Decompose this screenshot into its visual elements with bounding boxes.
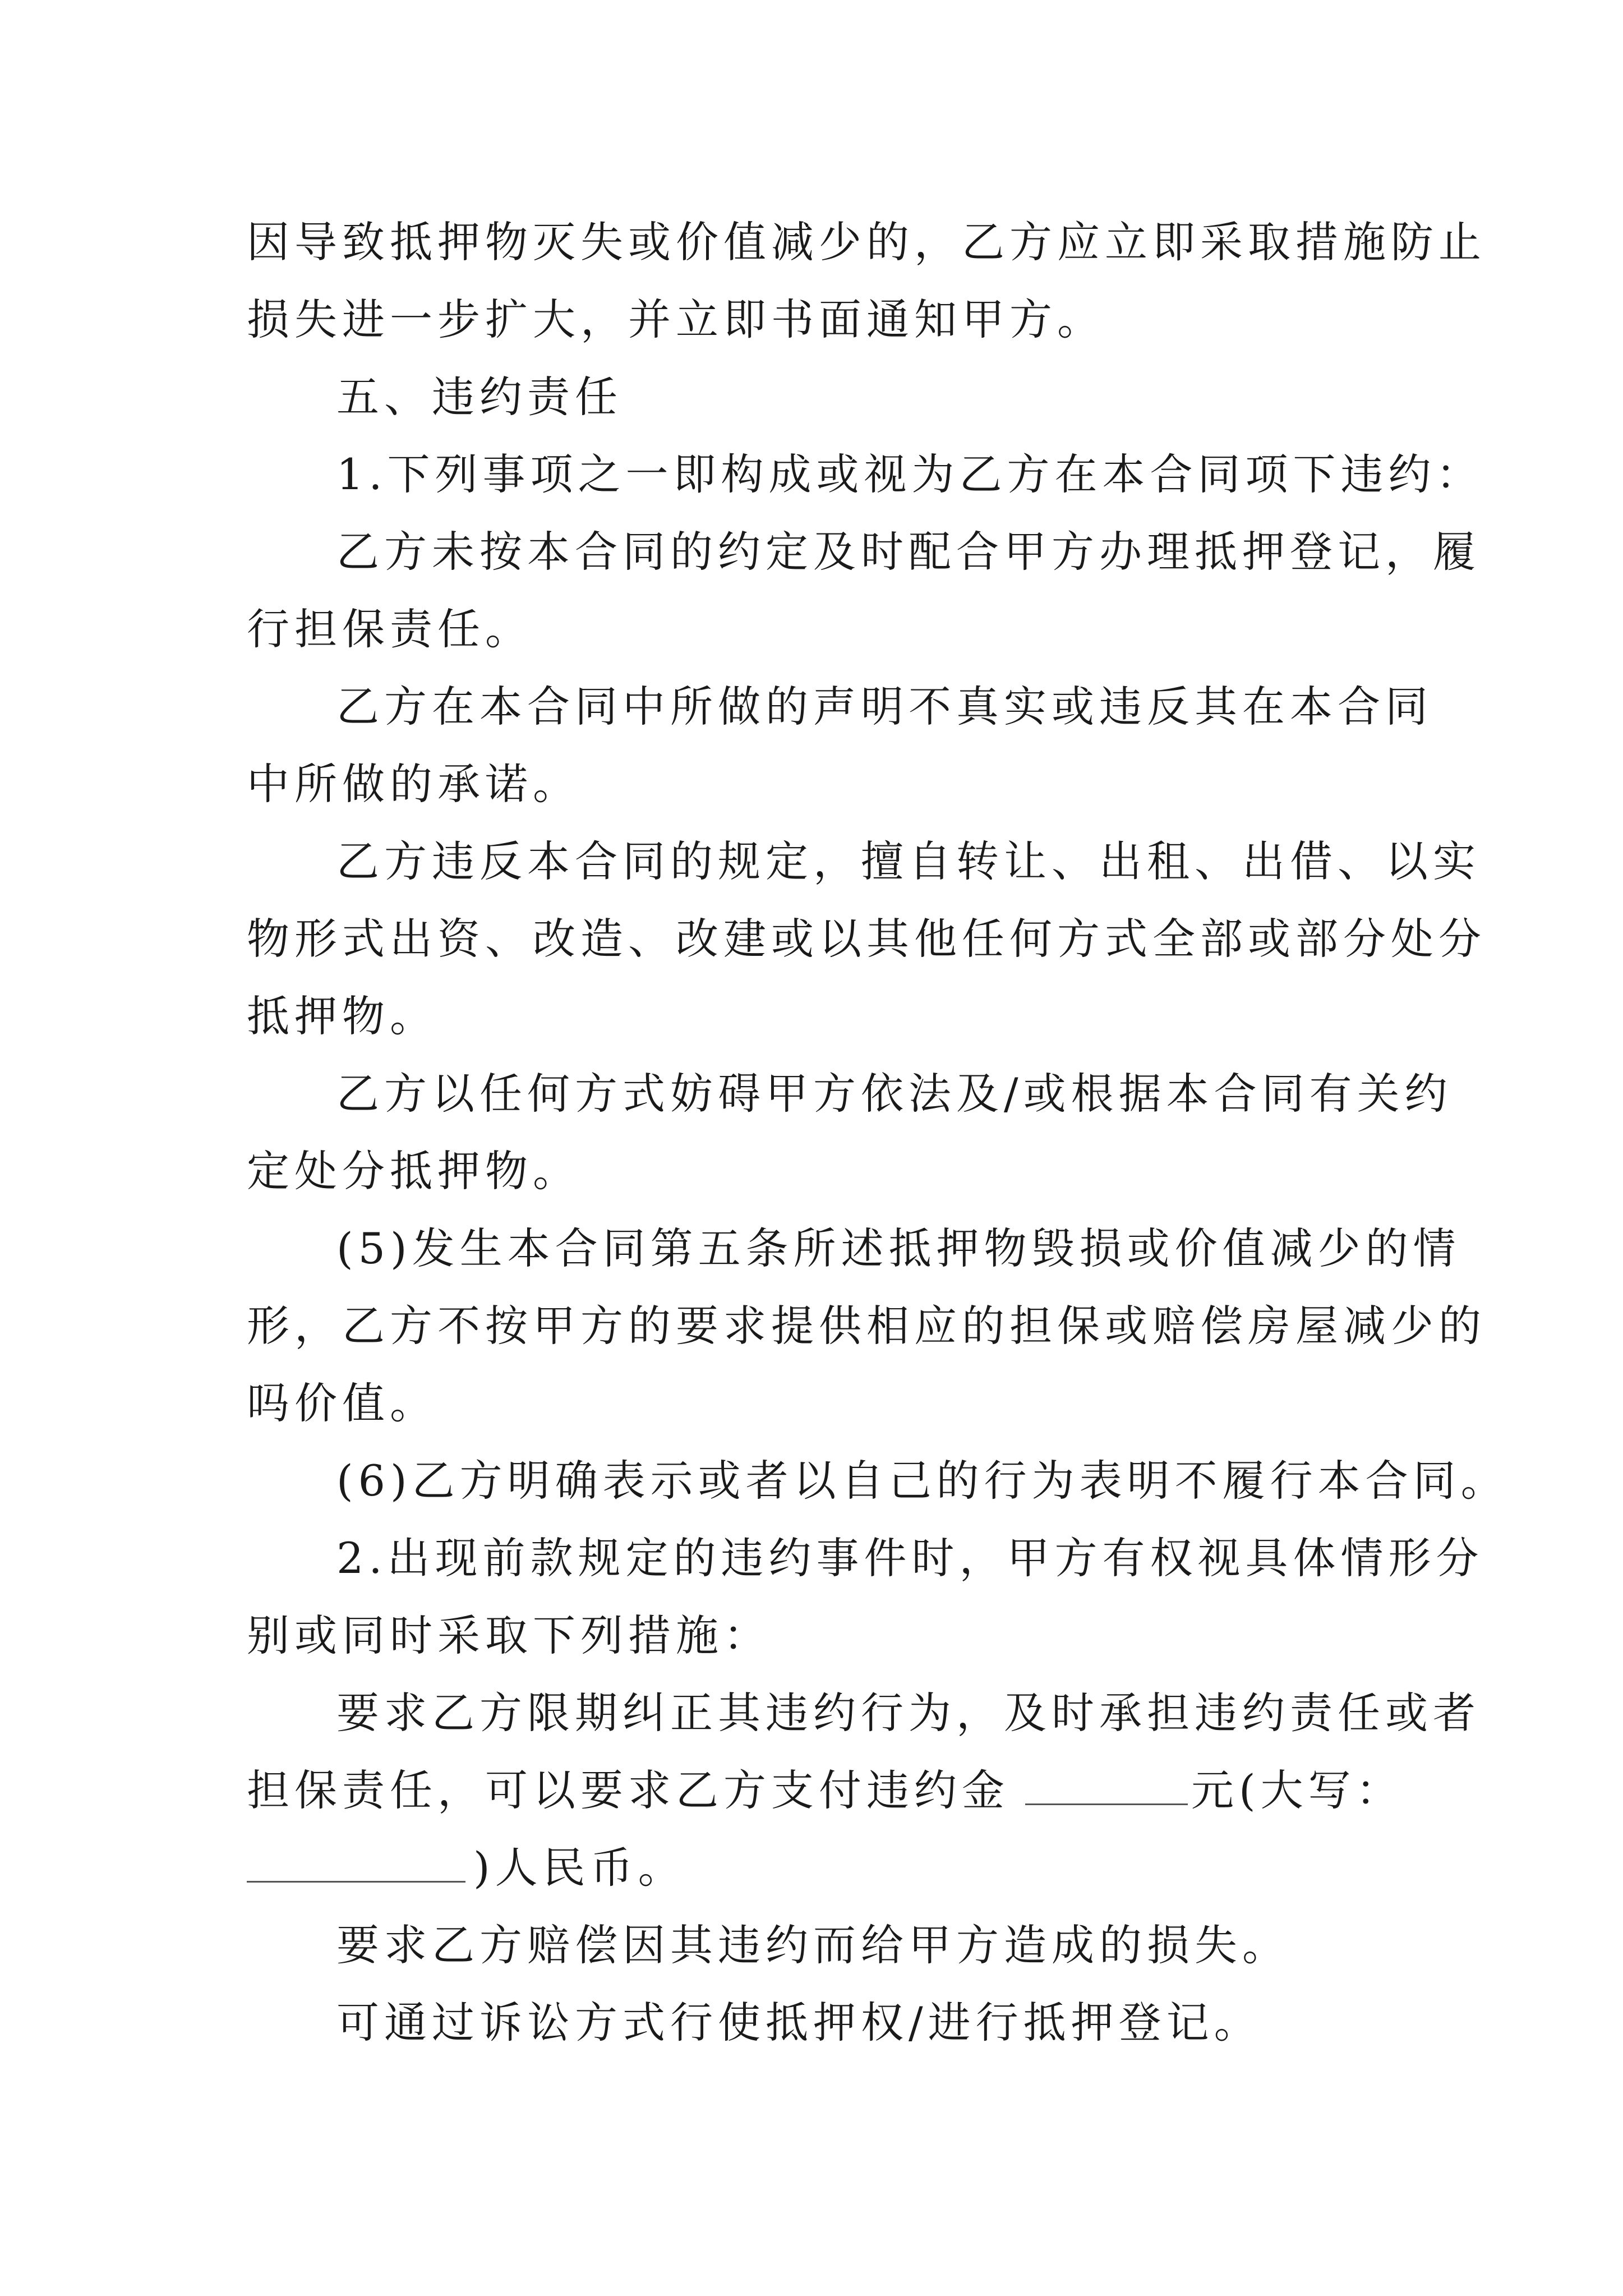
paragraph-line: 乙方违反本合同的规定，擅自转让、出租、出借、以实 — [336, 836, 1481, 886]
paragraph-line: 乙方以任何方式妨碍甲方依法及/或根据本合同有关约 — [336, 1069, 1453, 1119]
paragraph-line: 中所做的承诺。 — [247, 759, 580, 809]
paragraph-line: 形，乙方不按甲方的要求提供相应的担保或赔偿房屋减少的 — [247, 1301, 1486, 1351]
clause-heading: 2.出现前款规定的违约事件时，甲方有权视具体情形分 — [336, 1533, 1484, 1583]
paragraph-line: 乙方在本合同中所做的声明不真实或违反其在本合同 — [336, 682, 1433, 731]
currency-line — [247, 1840, 1380, 1896]
clause-heading: 1.下列事项之一即构成或视为乙方在本合同项下违约： — [336, 449, 1484, 499]
paragraph-line: 因导致抵押物灭失或价值减少的，乙方应立即采取措施防止 — [247, 217, 1486, 267]
paragraph-line: (5)发生本合同第五条所述抵押物毁损或价值减少的情 — [336, 1223, 1461, 1273]
paragraph-line: 行担保责任。 — [247, 604, 533, 654]
amount-unit-text: 元(大写： — [1191, 1765, 1404, 1815]
paragraph-line: 可通过诉讼方式行使抵押权/进行抵押登记。 — [336, 1998, 1262, 2047]
penalty-line — [247, 1763, 1404, 1819]
paragraph-line: 乙方未按本合同的约定及时配合甲方办理抵押登记，履 — [336, 527, 1481, 577]
paragraph-line: 要求乙方限期纠正其违约行为，及时承担违约责任或者 — [336, 1688, 1481, 1738]
paragraph-line: 吗价值。 — [247, 1378, 437, 1428]
penalty-text: 担保责任，可以要求乙方支付违约金 — [247, 1765, 1009, 1815]
paragraph-line: 损失进一步扩大，并立即书面通知甲方。 — [247, 295, 1105, 344]
paragraph-line: (6)乙方明确表示或者以自己的行为表明不履行本合同。 — [336, 1456, 1509, 1506]
amount-blank — [1025, 1769, 1188, 1805]
paragraph-line: 别或同时采取下列措施： — [247, 1611, 771, 1660]
currency-text: )人民币。 — [473, 1843, 686, 1893]
paragraph-line: 要求乙方赔偿因其违约而给甲方造成的损失。 — [336, 1920, 1290, 1970]
paragraph-line: 定处分抵押物。 — [247, 1146, 580, 1196]
amount-in-words-blank — [247, 1846, 465, 1883]
paragraph-line: 物形式出资、改造、改建或以其他任何方式全部或部分处分 — [247, 914, 1486, 964]
section-heading: 五、违约责任 — [336, 372, 623, 422]
paragraph-line: 抵押物。 — [247, 991, 437, 1041]
